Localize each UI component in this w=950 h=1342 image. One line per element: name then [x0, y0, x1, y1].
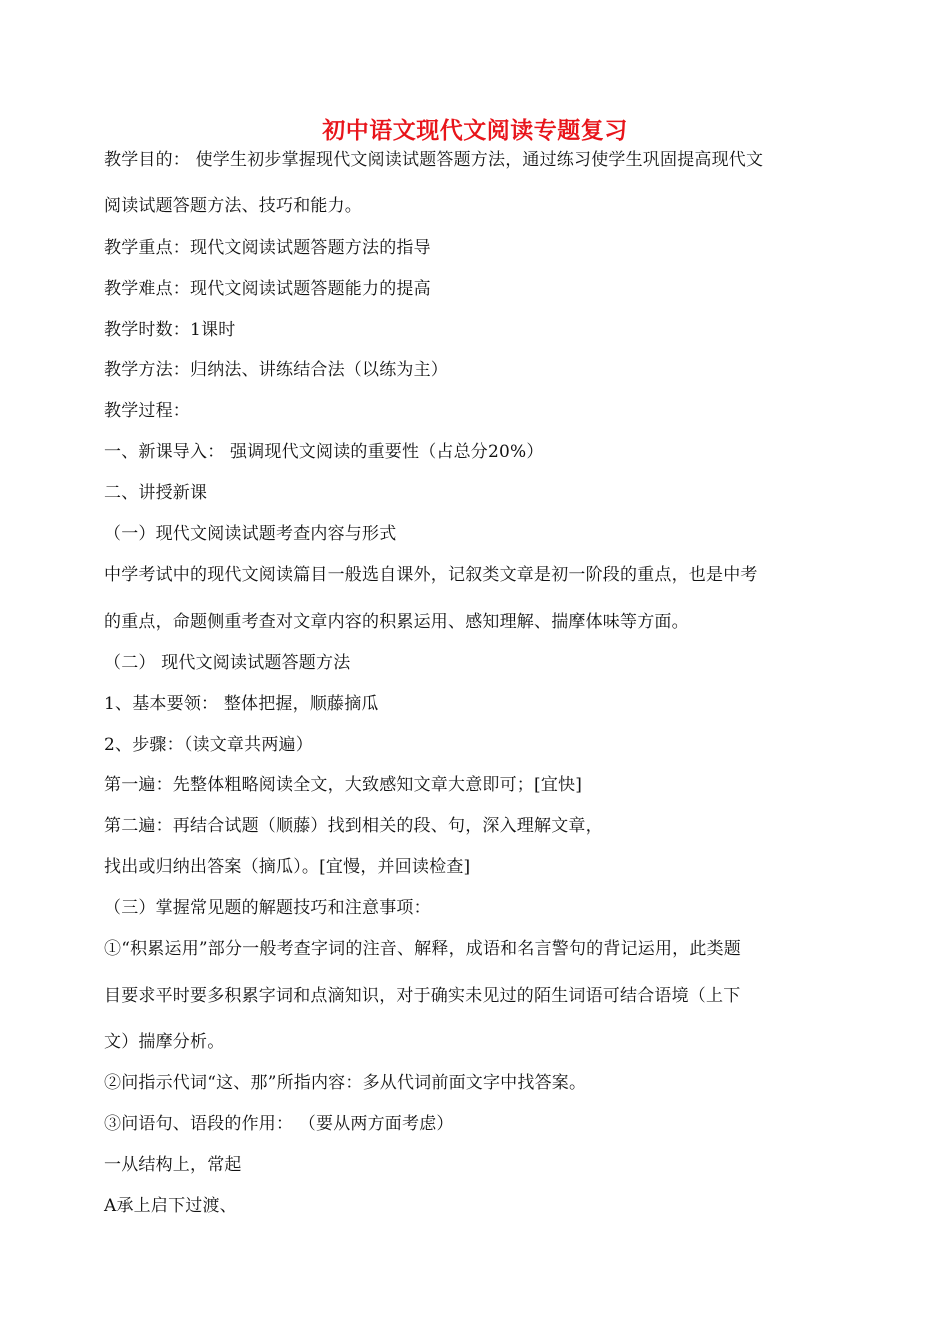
paragraph-line: 教学过程： [104, 401, 190, 421]
paragraph-line: ①“积累运用”部分一般考查字词的注音、解释，成语和名言警句的背记运用，此类题 [104, 939, 741, 959]
paragraph-line: 第二遍：再结合试题（顺藤）找到相关的段、句，深入理解文章， [104, 816, 603, 836]
paragraph-line: 教学方法：归纳法、讲练结合法（以练为主） [104, 360, 448, 380]
paragraph-line: 找出或归纳出答案（摘瓜）。[宜慢，并回读检查] [104, 857, 471, 877]
document-title: 初中语文现代文阅读专题复习 [322, 118, 628, 144]
section-heading: （一）现代文阅读试题考查内容与形式 [104, 524, 397, 544]
paragraph-line: 第一遍：先整体粗略阅读全文，大致感知文章大意即可；[宜快] [104, 775, 583, 795]
paragraph-line: 二、讲授新课 [104, 483, 208, 503]
paragraph-line: 2、步骤：（读文章共两遍） [104, 735, 313, 755]
paragraph-line: 一从结构上，常起 [104, 1155, 242, 1175]
paragraph-line: 中学考试中的现代文阅读篇目一般选自课外，记叙类文章是初一阶段的重点，也是中考 [104, 565, 758, 585]
paragraph-line: 教学重点：现代文阅读试题答题方法的指导 [104, 238, 431, 258]
paragraph-line: 1、基本要领： 整体把握，顺藤摘瓜 [104, 694, 379, 714]
paragraph-line: 文）揣摩分析。 [104, 1032, 225, 1052]
paragraph-line: 教学时数：1课时 [104, 320, 236, 340]
paragraph-line: A承上启下过渡、 [104, 1196, 237, 1216]
section-heading: （二） 现代文阅读试题答题方法 [104, 653, 351, 673]
paragraph-line: 目要求平时要多积累字词和点滴知识，对于确实未见过的陌生词语可结合语境（上下 [104, 986, 741, 1006]
paragraph-line: ③问语句、语段的作用： （要从两方面考虑） [104, 1114, 454, 1134]
paragraph-line: 教学难点：现代文阅读试题答题能力的提高 [104, 279, 431, 299]
paragraph-line: 的重点，命题侧重考查对文章内容的积累运用、感知理解、揣摩体味等方面。 [104, 612, 689, 632]
section-heading: （三）掌握常见题的解题技巧和注意事项： [104, 898, 431, 918]
paragraph-line: 阅读试题答题方法、技巧和能力。 [104, 196, 362, 216]
paragraph-line: ②问指示代词“这、那”所指内容：多从代词前面文字中找答案。 [104, 1073, 587, 1093]
paragraph-line: 一、新课导入： 强调现代文阅读的重要性（占总分20%） [104, 442, 544, 462]
paragraph-line: 教学目的： 使学生初步掌握现代文阅读试题答题方法，通过练习使学生巩固提高现代文 [104, 150, 764, 170]
